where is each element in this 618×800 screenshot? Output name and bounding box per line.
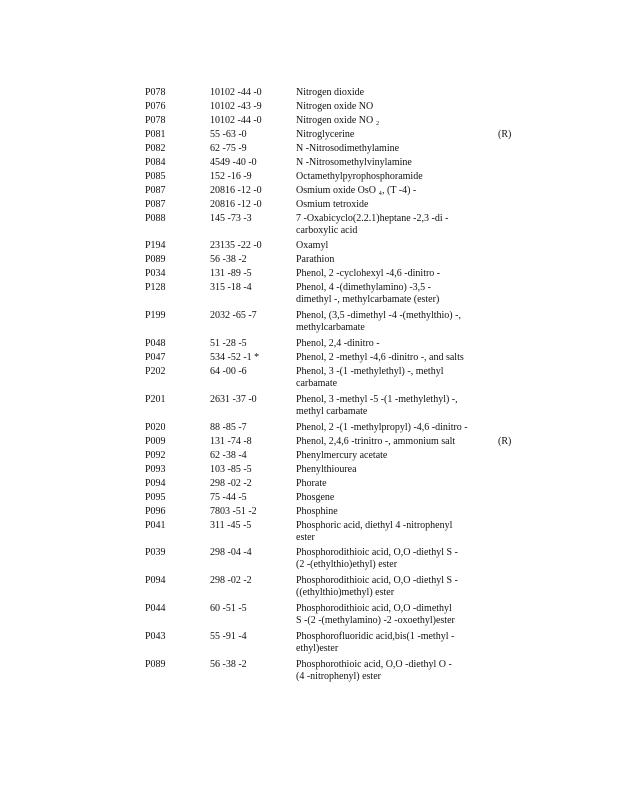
substance-name-line: ester [296,531,315,543]
substance-name-line: Phosphorodithioic acid, O,O -dimethyl [296,603,452,615]
waste-code: P039 [145,547,166,559]
waste-code: P034 [145,268,166,280]
waste-code: P082 [145,142,166,154]
substance-name-line: Phenylmercury acetate [296,449,388,461]
substance-name [296,101,486,113]
waste-code: P078 [145,114,166,126]
substance-name [296,268,486,280]
cas-number: 10102 -44 -0 [210,114,262,126]
substance-name [296,254,486,266]
substance-name [296,282,486,306]
waste-code: P202 [145,366,166,377]
substance-name [296,575,486,599]
substance-name-line: Phenol, 4 -(dimethylamino) -3,5 - [296,282,431,294]
substance-name [296,492,486,504]
substance-name [296,240,486,252]
cas-number: 51 -28 -5 [210,338,247,350]
substance-name [296,659,486,683]
cas-number: 2631 -37 -0 [210,393,257,405]
reactivity-flag: (R) [498,435,512,447]
waste-code: P078 [145,87,166,98]
substance-name-line: (2 -(ethylthio)ethyl) ester [296,559,398,571]
waste-code: P044 [145,603,166,615]
substance-name [296,547,486,571]
cas-number: 55 -63 -0 [210,128,247,140]
waste-code: P085 [145,170,166,182]
waste-code: P094 [145,575,166,587]
waste-code: P096 [145,505,166,517]
substance-name [296,450,486,462]
substance-name-line: Phosphorodithioic acid, O,O -diethyl S - [296,575,458,587]
cas-number: 4549 -40 -0 [210,156,257,168]
waste-code: P088 [145,212,166,224]
substance-name [296,520,486,544]
waste-code: P094 [145,477,166,489]
cas-number: 10102 -44 -0 [210,87,262,98]
substance-name [296,143,486,155]
substance-name-line: S -(2 -(methylamino) -2 -oxoethyl)ester [296,615,455,627]
substance-name [296,631,486,655]
cas-number: 131 -74 -8 [210,435,252,447]
substance-name-line: Phenol, 2,4,6 -trinitro -, ammonium salt [296,435,456,447]
waste-code: P047 [145,352,166,364]
cas-number: 20816 -12 -0 [210,198,262,210]
substance-name [296,478,486,490]
substance-name [296,394,486,418]
substance-name-line: Nitrogen dioxide [296,87,365,98]
waste-code: P194 [145,240,166,252]
waste-code: P087 [145,198,166,210]
waste-code: P081 [145,128,166,140]
substance-name [296,366,486,390]
substance-name-line: Phosphorofluoridic acid,bis(1 -methyl - [296,631,455,642]
substance-name-line: Phenylthiourea [296,463,357,475]
cas-number: 88 -85 -7 [210,421,247,433]
waste-code: P093 [145,463,166,475]
cas-number: 315 -18 -4 [210,282,252,294]
substance-name-line: Osmium tetroxide [296,198,369,210]
substance-name [296,436,486,448]
substance-name-line: Phosphoric acid, diethyl 4 -nitrophenyl [296,519,453,531]
substance-name-line: methylcarbamate [296,322,365,334]
substance-name [296,213,486,237]
cas-number: 534 -52 -1 * [210,352,260,364]
cas-number: 55 -91 -4 [210,631,247,642]
waste-code: P076 [145,101,166,112]
substance-name-line: dimethyl -, methylcarbamate (ester) [296,294,440,306]
substance-name-line: Phosphorodithioic acid, O,O -diethyl S - [296,547,458,559]
cas-number: 145 -73 -3 [210,212,252,224]
substance-name [296,338,486,350]
substance-name-line: Phenol, 2 -cyclohexyl -4,6 -dinitro - [296,268,441,280]
substance-name-line: methyl carbamate [296,405,368,417]
cas-number: 60 -51 -5 [210,603,247,615]
cas-number: 103 -85 -5 [210,463,252,475]
waste-code: P048 [145,338,166,350]
substance-name [296,171,486,183]
cas-number: 56 -38 -2 [210,658,247,670]
cas-number: 298 -04 -4 [210,547,252,559]
substance-name-line: (4 -nitrophenyl) ester [296,670,381,682]
cas-number: 75 -44 -5 [210,491,247,503]
waste-code: P009 [145,435,166,447]
waste-code: P199 [145,310,166,322]
substance-name-line: Octamethylpyrophosphoramide [296,170,423,182]
substance-name [296,506,486,518]
waste-code: P041 [145,519,166,531]
cas-number: 311 -45 -5 [210,519,252,531]
waste-code: P092 [145,449,166,461]
substance-name-line: Phenol, 2 -(1 -methylpropyl) -4,6 -dinitro - [296,421,468,433]
cas-number: 64 -00 -6 [210,366,247,377]
substance-name-line: Parathion [296,254,335,266]
substance-name-line: Phosgene [296,491,335,503]
substance-name [296,87,486,99]
substance-name [296,157,486,169]
substance-name-line: Phenol, 3 -methyl -5 -(1 -methylethyl) -, [296,393,458,405]
waste-code: P089 [145,658,166,670]
substance-name [296,115,486,127]
waste-code: P087 [145,184,166,196]
cas-number: 7803 -51 -2 [210,505,257,517]
substance-name-line: Phenol, 2 -methyl -4,6 -dinitro -, and salts [296,352,464,364]
substance-name-line: Nitrogen oxide NO ₂ [296,114,380,126]
substance-name-line: ethyl)ester [296,643,339,654]
waste-code: P201 [145,393,166,405]
substance-name-line: Osmium oxide OsO ₄, (T -4) - [296,184,417,196]
waste-code: P020 [145,421,166,433]
cas-number: 56 -38 -2 [210,254,247,266]
cas-number: 298 -02 -2 [210,575,252,587]
waste-code: P095 [145,491,166,503]
cas-number: 298 -02 -2 [210,477,252,489]
substance-name-line: N -Nitrosodimethylamine [296,142,400,154]
substance-name-line: Oxamyl [296,240,329,252]
substance-name [296,199,486,211]
substance-name [296,310,486,334]
cas-number: 62 -75 -9 [210,142,247,154]
reactivity-flag: (R) [498,128,512,140]
substance-name-line: Nitrogen oxide NO [296,101,374,112]
substance-name-line: carboxylic acid [296,224,358,236]
substance-name [296,603,486,627]
substance-name [296,464,486,476]
waste-code: P084 [145,156,166,168]
cas-number: 62 -38 -4 [210,449,247,461]
substance-name-line: ((ethylthio)methyl) ester [296,587,395,599]
waste-code: P089 [145,254,166,266]
substance-name-line: Phenol, 2,4 -dinitro - [296,338,380,350]
substance-name-line: Nitroglycerine [296,128,355,140]
substance-name [296,422,486,434]
substance-name-line: N -Nitrosomethylvinylamine [296,156,412,168]
cas-number: 23135 -22 -0 [210,240,262,252]
cas-number: 10102 -43 -9 [210,101,262,112]
substance-name-line: Phosphorothioic acid, O,O -diethyl O - [296,658,452,670]
substance-name [296,352,486,364]
substance-name [296,185,486,197]
substance-name-line: Phorate [296,477,327,489]
waste-code: P128 [145,282,166,294]
substance-name-line: carbamate [296,378,338,389]
waste-code: P043 [145,631,166,642]
substance-name [296,129,486,141]
substance-name-line: 7 -Oxabicyclo(2.2.1)heptane -2,3 -di - [296,212,449,224]
cas-number: 20816 -12 -0 [210,184,262,196]
substance-name-line: Phosphine [296,505,338,517]
cas-number: 152 -16 -9 [210,170,252,182]
cas-number: 131 -89 -5 [210,268,252,280]
substance-name-line: Phenol, 3 -(1 -methylethyl) -, methyl [296,366,444,377]
cas-number: 2032 -65 -7 [210,310,257,322]
substance-name-line: Phenol, (3,5 -dimethyl -4 -(methylthio) -, [296,310,461,322]
